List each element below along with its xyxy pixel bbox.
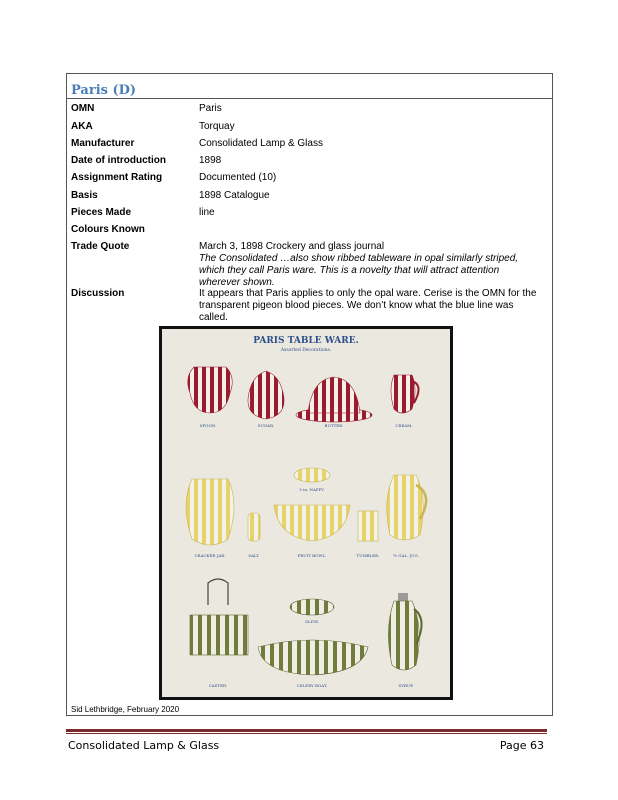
page-title: Paris (D)	[71, 83, 137, 98]
label-sugar: SUGAR.	[257, 423, 275, 428]
olive-dish	[290, 599, 334, 615]
syrup-jug	[388, 601, 419, 670]
field-label: OMN	[71, 103, 95, 114]
label-olive: OLIVE.	[304, 619, 320, 624]
label-salt: SALT.	[248, 553, 260, 558]
footer-rule-thin	[66, 733, 547, 734]
field-label: Colours Known	[71, 224, 145, 235]
label-jug: ½ GAL. JUG.	[393, 553, 419, 558]
label-tumbler: TUMBLER.	[356, 553, 380, 558]
field-value: It appears that Paris applies to only the opal ware. Cerise is the OMN for the transparent pigeon blood pieces. We don’t know what the blue line was called.	[199, 288, 537, 323]
field-value	[199, 241, 539, 289]
cracker-jar	[186, 479, 234, 545]
label-cream: CREAM.	[395, 423, 413, 428]
field-label: AKA	[71, 121, 93, 132]
footer-title: Consolidated Lamp & Glass	[68, 739, 220, 752]
label-butter: BUTTER.	[324, 423, 344, 428]
title-row	[67, 74, 552, 99]
catalog-heading: PARIS TABLE WARE.	[253, 336, 359, 346]
label-cracker-jar: CRACKER JAR.	[194, 553, 226, 558]
label-syrup: SYRUP.	[398, 683, 414, 688]
page-number: Page 63	[499, 739, 544, 752]
label-fruit-bowl: FRUIT BOWL.	[297, 553, 327, 558]
field-label: Assignment Rating	[71, 172, 163, 183]
field-value: Consolidated Lamp & Glass	[199, 138, 323, 149]
footer-rule-thick	[66, 729, 547, 732]
catalog-subheading: Assorted Decorations.	[280, 348, 332, 353]
field-value: line	[199, 207, 215, 218]
label-nappy: 5 in. NAPPY.	[299, 487, 325, 492]
salt-shaker	[248, 513, 260, 541]
field-label: Date of introduction	[71, 155, 166, 166]
caster-set	[190, 615, 248, 655]
tumbler	[358, 511, 378, 541]
field-value: Torquay	[199, 121, 235, 132]
field-value: 1898 Catalogue	[199, 190, 270, 201]
catalog-photo	[159, 326, 453, 700]
quote-text: The Consolidated …also show ribbed tableware in opal similarly striped, which they call Paris ware. This is a novelty that will attract attention wherever shown.	[199, 253, 519, 288]
field-value: 1898	[199, 155, 222, 166]
catalog-illustration	[162, 329, 450, 697]
nappy	[294, 468, 330, 482]
field-label: Basis	[71, 190, 98, 201]
field-label: Discussion	[71, 288, 125, 299]
entry-frame	[66, 73, 553, 716]
label-celery-boat: CELERY BOAT.	[296, 683, 328, 688]
cream-pitcher	[391, 375, 415, 413]
field-label: Pieces Made	[71, 207, 132, 218]
field-value: Documented (10)	[199, 172, 277, 183]
field-label: Trade Quote	[71, 241, 130, 252]
label-spoon: SPOON.	[199, 423, 217, 428]
field-value: Paris	[199, 103, 222, 114]
label-caster: CASTER.	[208, 683, 228, 688]
signature: Sid Lethbridge, February 2020	[71, 705, 180, 714]
field-label: Manufacturer	[71, 138, 135, 149]
quote-source: March 3, 1898 Crockery and glass journal	[199, 241, 385, 252]
